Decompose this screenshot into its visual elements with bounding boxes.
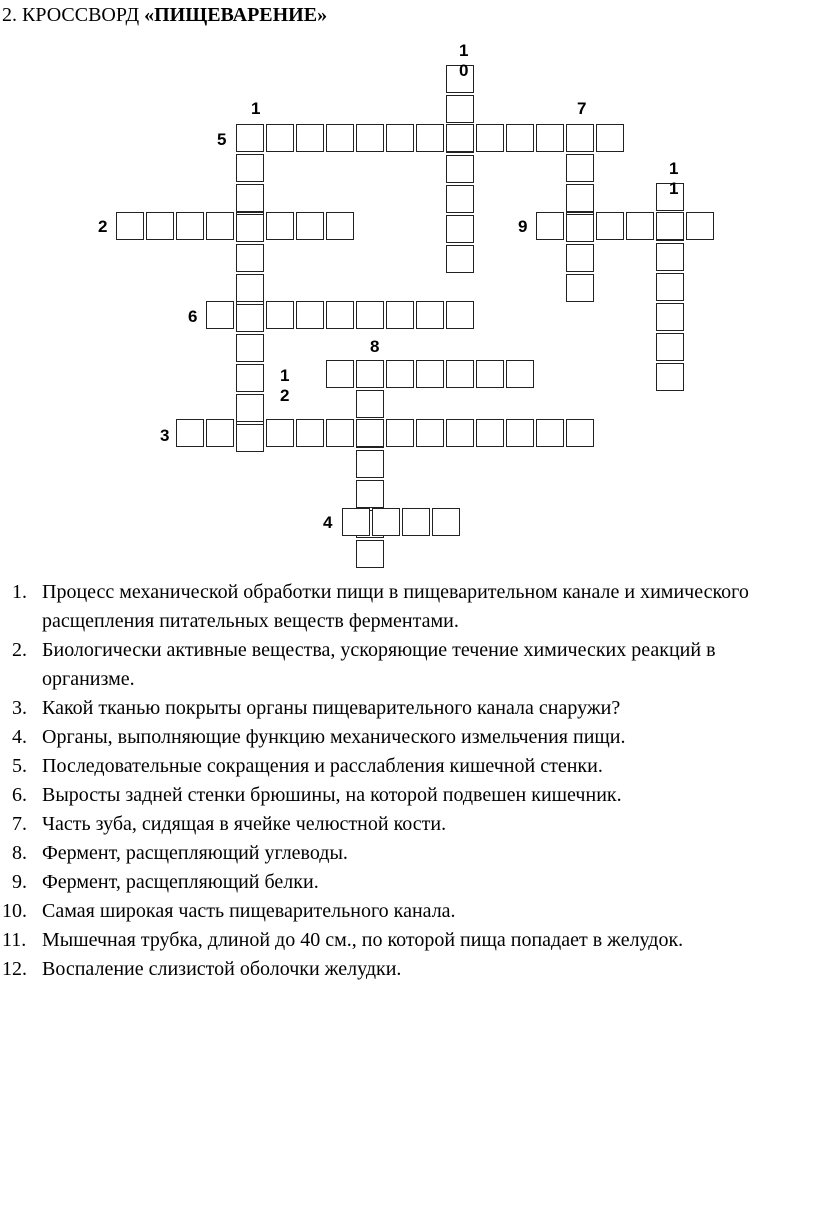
crossword-label-2: 2	[98, 217, 108, 236]
crossword-cell[interactable]	[356, 390, 384, 418]
clue-item-12: 12. Воспаление слизистой оболочки желудки.	[2, 958, 402, 980]
crossword-cell[interactable]	[146, 212, 174, 240]
crossword-cell[interactable]	[506, 360, 534, 388]
title-prefix: 2. КРОССВОРД	[2, 4, 145, 26]
crossword-cell[interactable]	[326, 360, 354, 388]
clue-item-5: 5. Последовательные сокращения и расслабления кишечной стенки.	[12, 755, 603, 777]
crossword-cell[interactable]	[326, 124, 354, 152]
crossword-cell[interactable]	[386, 124, 414, 152]
crossword-label-11: 1 1	[669, 159, 679, 198]
crossword-cell[interactable]	[356, 360, 384, 388]
crossword-label-12: 1 2	[280, 366, 290, 405]
crossword-cell[interactable]	[656, 243, 684, 271]
crossword-cell[interactable]	[206, 212, 234, 240]
crossword-cell[interactable]	[446, 245, 474, 273]
crossword-cell[interactable]	[296, 212, 324, 240]
crossword-cell[interactable]	[356, 450, 384, 478]
crossword-cell[interactable]	[416, 301, 444, 329]
crossword-cell[interactable]	[596, 124, 624, 152]
crossword-cell[interactable]	[236, 394, 264, 422]
crossword-cell[interactable]	[206, 301, 234, 329]
crossword-cell[interactable]	[356, 480, 384, 508]
crossword-cell[interactable]	[356, 301, 384, 329]
crossword-cell[interactable]	[326, 212, 354, 240]
crossword-label-9: 9	[518, 217, 528, 236]
crossword-cell[interactable]	[566, 184, 594, 212]
clue-item-11: 11. Мышечная трубка, длиной до 40 см., по которой пища попадает в желудок.	[2, 929, 684, 951]
crossword-cell[interactable]	[686, 212, 714, 240]
crossword-cell[interactable]	[446, 155, 474, 183]
crossword-label-5: 5	[217, 130, 227, 149]
crossword-cell[interactable]	[356, 540, 384, 568]
crossword-cell[interactable]	[596, 212, 624, 240]
crossword-cell[interactable]	[296, 419, 324, 447]
crossword-cell[interactable]	[236, 334, 264, 362]
crossword-label-10: 1 0	[459, 41, 469, 80]
crossword-cell[interactable]	[342, 508, 370, 536]
crossword-cell[interactable]	[266, 419, 294, 447]
crossword-label-7: 7	[577, 99, 587, 118]
clue-item-4: 4. Органы, выполняющие функцию механического измельчения пищи.	[12, 726, 626, 748]
crossword-cell[interactable]	[296, 124, 324, 152]
clue-item-7: 7. Часть зуба, сидящая в ячейке челюстной кости.	[12, 813, 447, 835]
crossword-cell[interactable]	[566, 214, 594, 242]
crossword-cell[interactable]	[236, 154, 264, 182]
crossword-cell[interactable]	[656, 303, 684, 331]
crossword-cell[interactable]	[236, 244, 264, 272]
crossword-cell[interactable]	[402, 508, 430, 536]
page-title	[2, 4, 327, 27]
crossword-cell[interactable]	[476, 360, 504, 388]
crossword-cell[interactable]	[296, 301, 324, 329]
crossword-cell[interactable]	[236, 424, 264, 452]
clue-item-10: 10. Самая широкая часть пищеварительного канала.	[2, 900, 456, 922]
crossword-cell[interactable]	[626, 212, 654, 240]
crossword-cell[interactable]	[446, 95, 474, 123]
crossword-cell[interactable]	[356, 124, 384, 152]
crossword-cell[interactable]	[266, 212, 294, 240]
clue-item-6: 6. Выросты задней стенки брюшины, на которой подвешен кишечник.	[12, 784, 622, 806]
crossword-cell[interactable]	[236, 124, 264, 152]
crossword-cell[interactable]	[266, 301, 294, 329]
crossword-cell[interactable]	[506, 124, 534, 152]
clue-list	[0, 578, 800, 984]
crossword-cell[interactable]	[446, 419, 474, 447]
crossword-cell[interactable]	[372, 508, 400, 536]
crossword-label-1: 1	[251, 99, 261, 118]
crossword-cell[interactable]	[176, 419, 204, 447]
crossword-cell[interactable]	[266, 124, 294, 152]
crossword-cell[interactable]	[416, 419, 444, 447]
title-name: «ПИЩЕВАРЕНИЕ»	[144, 4, 328, 26]
crossword-cell[interactable]	[446, 185, 474, 213]
crossword-cell[interactable]	[416, 360, 444, 388]
crossword-cell[interactable]	[326, 301, 354, 329]
crossword-cell[interactable]	[236, 184, 264, 212]
crossword-cell[interactable]	[446, 360, 474, 388]
crossword-label-3: 3	[160, 426, 170, 445]
crossword-cell[interactable]	[386, 301, 414, 329]
crossword-cell[interactable]	[566, 124, 594, 152]
crossword-cell[interactable]	[656, 333, 684, 361]
crossword-cell[interactable]	[566, 419, 594, 447]
crossword-cell[interactable]	[236, 364, 264, 392]
clue-item-8: 8. Фермент, расщепляющий углеводы.	[12, 842, 348, 864]
crossword-cell[interactable]	[432, 508, 460, 536]
crossword-label-8: 8	[370, 337, 380, 356]
clue-item-3: 3. Какой тканью покрыты органы пищеварительного канала снаружи?	[12, 697, 621, 719]
crossword-cell[interactable]	[416, 124, 444, 152]
crossword-cell[interactable]	[656, 363, 684, 391]
crossword-cell[interactable]	[506, 419, 534, 447]
crossword-cell[interactable]	[476, 124, 504, 152]
crossword-cell[interactable]	[326, 419, 354, 447]
crossword-cell[interactable]	[536, 124, 564, 152]
crossword-cell[interactable]	[236, 304, 264, 332]
crossword-cell[interactable]	[206, 419, 234, 447]
crossword-cell[interactable]	[446, 215, 474, 243]
crossword-cell[interactable]	[536, 419, 564, 447]
crossword-cell[interactable]	[386, 419, 414, 447]
crossword-cell[interactable]	[566, 244, 594, 272]
clue-item-1: 1. Процесс механической обработки пищи в пищеварительном канале и химического расщепления питательных веществ ферментами.	[12, 581, 749, 632]
crossword-cell[interactable]	[476, 419, 504, 447]
crossword-cell[interactable]	[386, 360, 414, 388]
crossword-label-6: 6	[188, 307, 198, 326]
crossword-cell[interactable]	[176, 212, 204, 240]
clue-item-9: 9. Фермент, расщепляющий белки.	[12, 871, 319, 893]
crossword-cell[interactable]	[446, 124, 474, 152]
crossword-cell[interactable]	[116, 212, 144, 240]
crossword-cell[interactable]	[236, 274, 264, 302]
crossword-cell[interactable]	[656, 273, 684, 301]
crossword-cell[interactable]	[566, 274, 594, 302]
crossword-cell[interactable]	[656, 212, 684, 240]
clue-item-2: 2. Биологически активные вещества, ускоряющие течение химических реакций в организме.	[12, 639, 716, 690]
crossword-label-4: 4	[323, 513, 333, 532]
crossword-cell[interactable]	[536, 212, 564, 240]
crossword-cell[interactable]	[446, 301, 474, 329]
crossword-cell[interactable]	[356, 419, 384, 447]
crossword-cell[interactable]	[566, 154, 594, 182]
crossword-cell[interactable]	[236, 214, 264, 242]
